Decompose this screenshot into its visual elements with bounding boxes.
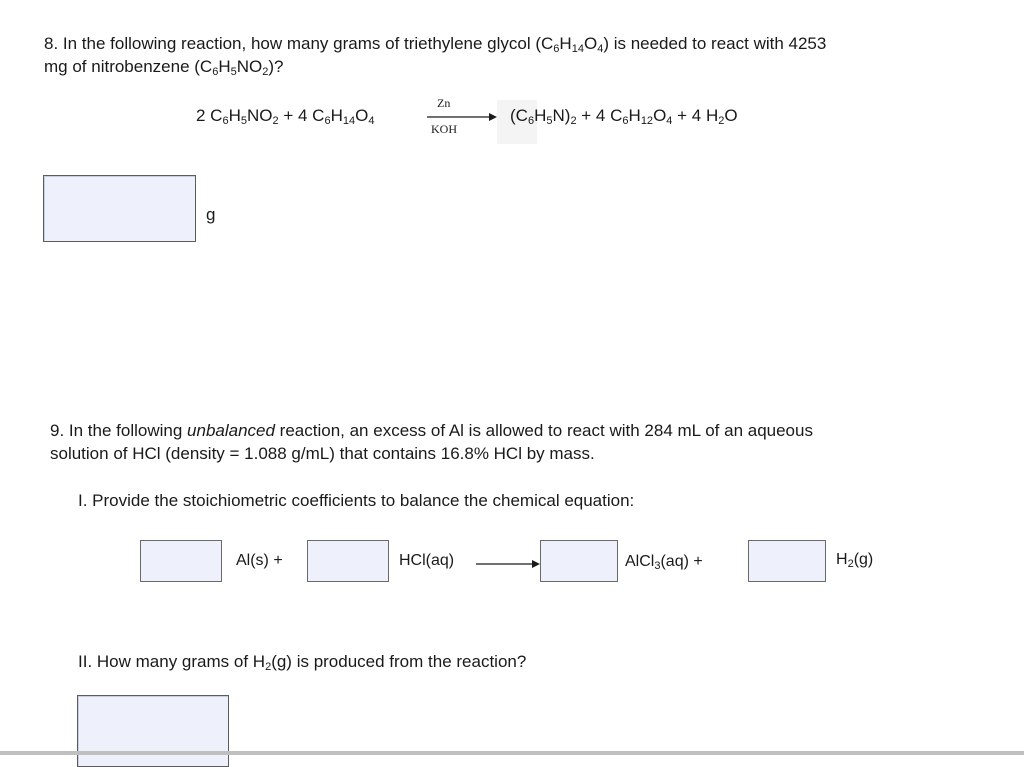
coef-hcl-input[interactable] xyxy=(307,540,389,582)
q9-part1-prompt: I. Provide the stoichiometric coefficients to balance the chemical equation: xyxy=(78,491,635,510)
q8-prompt-line2: mg of nitrobenzene $(C_6H_5NO_2)$? xyxy=(44,57,284,78)
q8-prompt-line1: 8. In the following reaction, how many grams of triethylene glycol $(C_6H_{14}O_4)$ is needed to react with 4253 xyxy=(44,34,827,55)
right-arrow-icon xyxy=(474,558,544,570)
q8-products: $(C_6H_5N)_2 + 4$ $C_6H_{12}O_4 + 4$ $H_2O$ xyxy=(510,106,738,127)
coef-alcl3-input[interactable] xyxy=(540,540,618,582)
q8-unit-label: g xyxy=(206,205,216,224)
species-alcl3: AlCl$_3$(aq) + xyxy=(625,553,703,572)
catalyst-zn: Zn xyxy=(437,96,451,110)
q9-part2-prompt: II. How many grams of $H_2(g)$ is produced from the reaction? xyxy=(78,652,527,673)
q9-prompt-line2: solution of HCl (density = 1.088 g/mL) that contains 16.8% HCl by mass. xyxy=(50,444,595,463)
q9-part2-answer-input[interactable] xyxy=(77,695,229,767)
species-hcl: HCl(aq) xyxy=(399,552,455,569)
species-h2: $H_2(g)$ xyxy=(836,551,874,570)
coef-al-input[interactable] xyxy=(140,540,222,582)
q9-prompt-line1: 9. In the following unbalanced reaction, an excess of Al is allowed to react with 284 mL of an aqueous xyxy=(50,421,813,440)
q8-answer-input[interactable] xyxy=(43,175,196,242)
catalyst-koh: KOH xyxy=(431,122,457,136)
species-al: Al(s) + xyxy=(236,552,283,569)
coef-h2-input[interactable] xyxy=(748,540,826,582)
page-bottom-edge xyxy=(0,751,1024,755)
q8-reactants: 2 $C_6H_5NO_2 + 4$ $C_6H_{14}O_4$ xyxy=(196,106,375,127)
reaction-arrow xyxy=(425,96,501,140)
